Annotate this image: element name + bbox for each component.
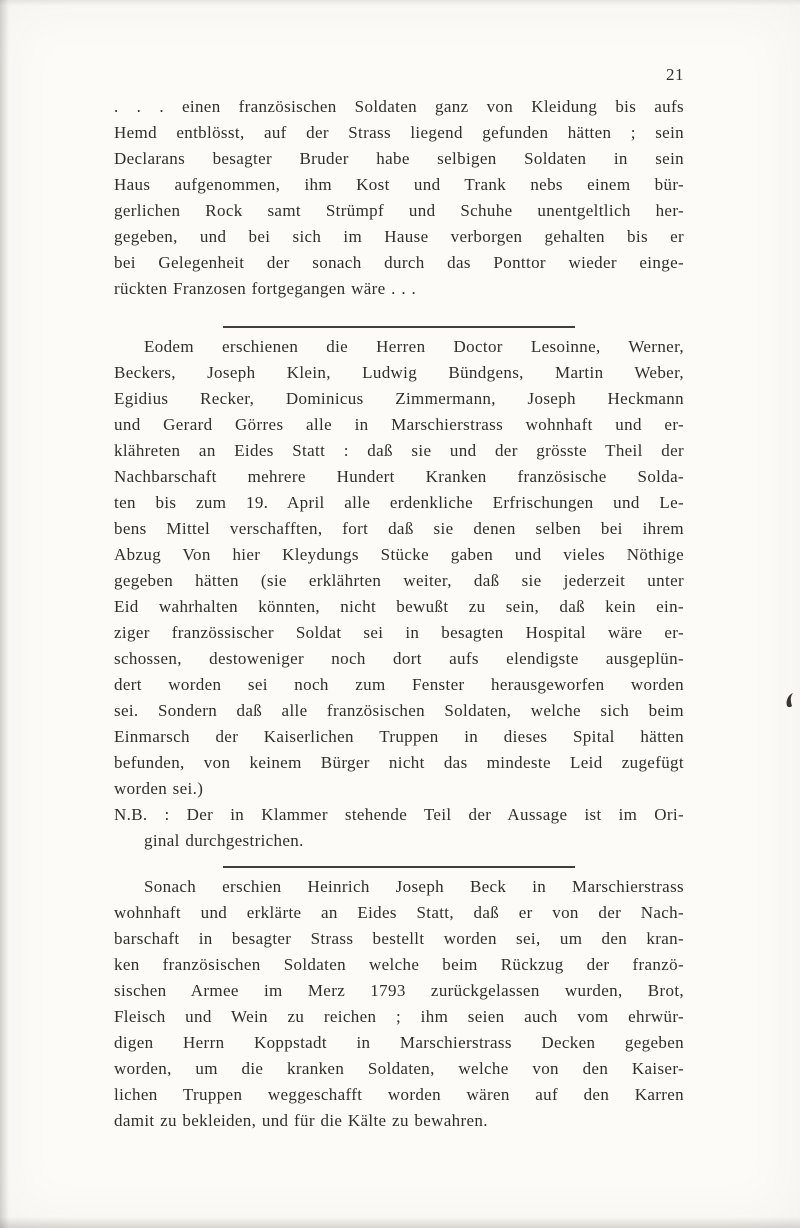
text-line: Eid wahrhalten könnten, nicht bewußt zu sein, daß kein ein-: [114, 597, 684, 616]
text-line: rückten Franzosen fortgegangen wäre . . .: [114, 279, 417, 298]
text-line: bens Mittel verschafften, fort daß sie denen selben bei ihrem: [114, 519, 684, 538]
text-line: Egidius Recker, Dominicus Zimmermann, Joseph Heckmann: [114, 389, 684, 408]
text-line: befunden, von keinem Bürger nicht das mindeste Leid zugefügt: [114, 753, 684, 772]
text-line: ziger französsischer Soldat sei in besagten Hospital wäre er-: [114, 623, 684, 642]
text-line: wohnhaft und erklärte an Eides Statt, daß er von der Nach-: [114, 903, 684, 922]
text-line: Nachbarschaft mehrere Hundert Kranken französische Solda-: [114, 467, 684, 486]
text-line: gegeben, und bei sich im Hause verborgen gehalten bis er: [114, 227, 684, 246]
text-line: dert worden sei noch zum Fenster herausgeworfen worden: [114, 675, 684, 694]
page-edge-shadow-bottom: [0, 1214, 800, 1228]
text-line: klähreten an Eides Statt : daß sie und der grösste Theil der: [114, 441, 684, 460]
text-line: gerlichen Rock samt Strümpf und Schuhe unentgeltlich her-: [114, 201, 684, 220]
text-line: Haus aufgenommen, ihm Kost und Trank nebs einem bür-: [114, 175, 684, 194]
text-line: damit zu bekleiden, und für die Kälte zu bewahren.: [114, 1111, 488, 1130]
page-number: 21: [666, 65, 684, 84]
text-line: ten bis zum 19. April alle erdenkliche Erfrischungen und Le-: [114, 493, 684, 512]
text-line: Eodem erschienen die Herren Doctor Lesoinne, Werner,: [144, 337, 684, 356]
text-line: Hemd entblösst, auf der Strass liegend gefunden hätten ; sein: [114, 123, 684, 142]
text-line: N.B. : Der in Klammer stehende Teil der Aussage ist im Ori-: [114, 805, 684, 824]
section-divider-1: [223, 326, 575, 328]
text-line: Abzug Von hier Kleydungs Stücke gaben und vieles Nöthige: [114, 545, 684, 564]
text-line: schossen, destoweniger noch dort aufs elendigste ausgeplün-: [114, 649, 684, 668]
text-line: sei. Sondern daß alle französischen Soldaten, welche sich beim: [114, 701, 684, 720]
paragraph-1: [114, 94, 684, 302]
text-line: gegeben hätten (sie erklährten weiter, daß sie jederzeit unter: [114, 571, 684, 590]
ink-smudge-mark: [784, 692, 796, 708]
text-line: Beckers, Joseph Klein, Ludwig Bündgens, Martin Weber,: [114, 363, 684, 382]
paragraph-2: [114, 334, 684, 802]
text-line: worden, um die kranken Soldaten, welche von den Kaiser-: [114, 1059, 684, 1078]
text-line: barschaft in besagter Strass bestellt worden sei, um den kran-: [114, 929, 684, 948]
text-line: Sonach erschien Heinrich Joseph Beck in Marschierstrass: [144, 877, 684, 896]
text-line: . . . einen französischen Soldaten ganz von Kleidung bis aufs: [114, 97, 684, 116]
text-line: Fleisch und Wein zu reichen ; ihm seien auch vom ehrwür-: [114, 1007, 684, 1026]
text-line: ginal durchgestrichen.: [144, 831, 304, 850]
text-line: ken französischen Soldaten welche beim Rückzug der franzö-: [114, 955, 684, 974]
nb-note: [114, 802, 684, 854]
section-divider-2: [223, 866, 575, 868]
text-line: bei Gelegenheit der sonach durch das Ponttor wieder einge-: [114, 253, 684, 272]
text-line: und Gerard Görres alle in Marschierstrass wohnhaft und er-: [114, 415, 684, 434]
text-line: worden sei.): [114, 779, 204, 798]
text-line: Declarans besagter Bruder habe selbigen Soldaten in sein: [114, 149, 684, 168]
paragraph-3: [114, 874, 684, 1134]
text-line: sischen Armee im Merz 1793 zurückgelassen wurden, Brot,: [114, 981, 684, 1000]
text-line: Einmarsch der Kaiserlichen Truppen in dieses Spital hätten: [114, 727, 684, 746]
text-line: digen Herrn Koppstadt in Marschierstrass Decken gegeben: [114, 1033, 684, 1052]
text-line: lichen Truppen weggeschafft worden wären auf den Karren: [114, 1085, 684, 1104]
